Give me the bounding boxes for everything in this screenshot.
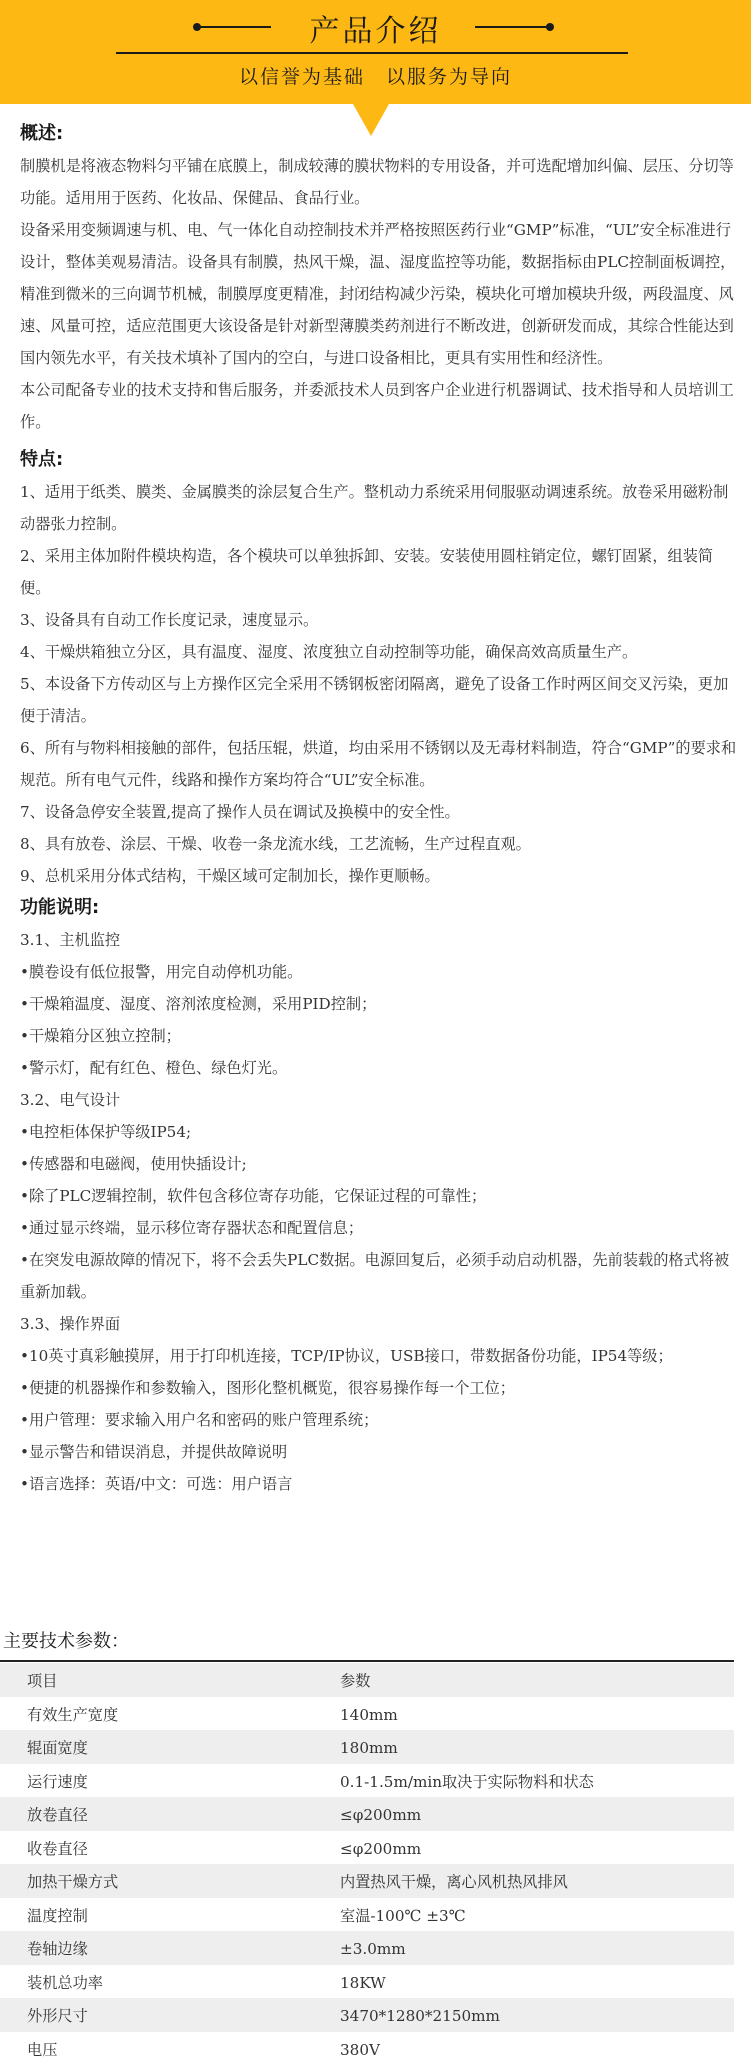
overview-heading: 概述: bbox=[20, 123, 64, 144]
feature-item: 5、本设备下方传动区与上方操作区完全采用不锈钢板密闭隔离，避免了设备工作时两区间交叉污染，更加便于清洁。 bbox=[20, 675, 729, 725]
overview-paragraph: 制膜机是将液态物料匀平铺在底膜上，制成较薄的膜状物料的专用设备，并可选配增加纠偏、层压、分切等功能。适用用于医药、化妆品、保健品、食品行业。 bbox=[20, 157, 734, 207]
feature-item: 3、设备具有自动工作长度记录，速度显示。 bbox=[20, 611, 319, 629]
overview-paragraph: 本公司配备专业的技术支持和售后服务，并委派技术人员到客户企业进行机器调试、技术指导和人员培训工作。 bbox=[20, 381, 734, 431]
function-item: •电控柜体保护等级IP54; bbox=[20, 1123, 192, 1141]
feature-item: 6、所有与物料相接触的部件，包括压辊，烘道，均由采用不锈钢以及无毒材料制造，符合“GMP”的要求和规范。所有电气元件，线路和操作方案均符合“UL”安全标准。 bbox=[20, 739, 737, 789]
function-item: •用户管理：要求输入用户名和密码的账户管理系统； bbox=[20, 1411, 379, 1429]
function-item: •传感器和电磁阀，使用快插设计; bbox=[20, 1155, 247, 1173]
table-row bbox=[0, 1998, 734, 2032]
spec-label: 装机总功率 bbox=[27, 1973, 103, 1992]
right-dot-icon bbox=[546, 23, 554, 31]
spec-value: 0.1-1.5m/min取决于实际物料和状态 bbox=[340, 1772, 594, 1791]
spec-label: 有效生产宽度 bbox=[27, 1705, 119, 1724]
table-row bbox=[0, 1730, 734, 1764]
function-item: •干燥箱分区独立控制； bbox=[20, 1027, 181, 1045]
spec-value: 140mm bbox=[340, 1705, 398, 1724]
header-banner bbox=[0, 0, 751, 104]
spec-value: 内置热风干燥，离心风机热风排风 bbox=[340, 1873, 568, 1891]
spec-value: ≤φ200mm bbox=[340, 1806, 422, 1824]
spec-label: 收卷直径 bbox=[27, 1839, 88, 1858]
table-row bbox=[0, 1965, 734, 1999]
feature-item: 1、适用于纸类、膜类、金属膜类的涂层复合生产。整机动力系统采用伺服驱动调速系统。放卷采用磁粉制动器张力控制。 bbox=[20, 483, 729, 533]
overview-paragraph: 设备采用变频调速与机、电、气一体化自动控制技术并严格按照医药行业“GMP”标准，“UL”安全标准进行设计，整体美观易清洁。设备具有制膜，热风干燥，温、湿度监控等功能，数据指标由PLC控制面板调控，精准到微米的三向调节机械，制膜厚度更精准，封闭结构减少污染，模块化可增加模块升级，两段温度、风速、风量可控，适应范围更大该设备是针对新型薄膜类药剂进行不断改进，创新研发而成，其综合性能达到国内领先水平，有关技术填补了国内的空白，与进口设备相比，更具有实用性和经济性。 bbox=[20, 221, 736, 367]
specs-divider bbox=[0, 1660, 734, 1662]
specs-header-row bbox=[0, 1663, 734, 1697]
table-row bbox=[0, 1831, 734, 1865]
function-subheading: 3.1、主机监控 bbox=[20, 931, 121, 949]
feature-item: 2、采用主体加附件模块构造，各个模块可以单独拆卸、安装。安装使用圆柱销定位，螺钉固紧，组装简便。 bbox=[20, 547, 714, 597]
function-item: •语言选择：英语/中文：可选：用户语言 bbox=[20, 1475, 293, 1493]
spec-label: 温度控制 bbox=[27, 1906, 88, 1925]
specs-table bbox=[0, 1663, 734, 2065]
functions-heading: 功能说明: bbox=[20, 897, 100, 918]
function-item: •膜卷设有低位报警，用完自动停机功能。 bbox=[20, 963, 303, 981]
spec-value: ≤φ200mm bbox=[340, 1839, 422, 1858]
spec-value: 180mm bbox=[340, 1739, 398, 1757]
banner-title: 产品介绍 bbox=[309, 14, 442, 49]
table-row bbox=[0, 1797, 734, 1831]
function-item: •10英寸真彩触摸屏，用于打印机连接，TCP/IP协议，USB接口，带数据备份功能，IP54等级； bbox=[20, 1347, 673, 1365]
function-item: •显示警告和错误消息，并提供故障说明 bbox=[20, 1443, 288, 1461]
spec-value: 380V bbox=[340, 2040, 380, 2059]
spec-label: 放卷直径 bbox=[27, 1806, 88, 1824]
right-title-line bbox=[475, 26, 550, 28]
spec-label: 外形尺寸 bbox=[27, 2007, 88, 2025]
banner-title-row bbox=[0, 4, 751, 49]
spec-value: 3470*1280*2150mm bbox=[340, 2007, 500, 2025]
banner-slogan: 以信誉为基础 以服务为导向 bbox=[238, 66, 512, 88]
function-item: •除了PLC逻辑控制，软件包含移位寄存功能，它保证过程的可靠性； bbox=[20, 1187, 487, 1205]
feature-item: 7、设备急停安全装置,提高了操作人员在调试及换模中的安全性。 bbox=[20, 803, 460, 821]
function-item: •在突发电源故障的情况下，将不会丢失PLC数据。电源回复后，必须手动启动机器，先前装载的格式将被重新加载。 bbox=[20, 1251, 730, 1301]
features-section bbox=[20, 444, 742, 892]
specs-heading: 主要技术参数： bbox=[3, 1631, 129, 1652]
feature-item: 8、具有放卷、涂层、干燥、收卷一条龙流水线，工艺流畅，生产过程直观。 bbox=[20, 835, 531, 853]
table-row bbox=[0, 1931, 734, 1965]
table-row bbox=[0, 2032, 734, 2066]
function-subheading: 3.2、电气设计 bbox=[20, 1091, 121, 1109]
function-item: •便捷的机器操作和参数输入，图形化整机概览，很容易操作每一个工位； bbox=[20, 1379, 515, 1397]
spec-label: 项目 bbox=[27, 1672, 58, 1690]
spec-label: 电压 bbox=[27, 2040, 58, 2059]
spec-value: 参数 bbox=[340, 1672, 371, 1690]
function-item: •干燥箱温度、湿度、溶剂浓度检测，采用PID控制； bbox=[20, 995, 377, 1013]
table-row bbox=[0, 1697, 734, 1731]
table-row bbox=[0, 1864, 734, 1898]
banner-divider bbox=[116, 52, 628, 54]
features-heading: 特点: bbox=[20, 449, 64, 470]
functions-section bbox=[20, 892, 742, 1500]
overview-section bbox=[20, 118, 742, 438]
table-row bbox=[0, 1764, 734, 1798]
spec-label: 辊面宽度 bbox=[27, 1739, 88, 1757]
spec-value: 室温-100℃ ±3℃ bbox=[340, 1906, 466, 1925]
function-item: •通过显示终端，显示移位寄存器状态和配置信息； bbox=[20, 1219, 364, 1237]
function-subheading: 3.3、操作界面 bbox=[20, 1315, 121, 1333]
spec-label: 加热干燥方式 bbox=[27, 1873, 119, 1891]
table-row bbox=[0, 1898, 734, 1932]
function-item: •警示灯，配有红色、橙色、绿色灯光。 bbox=[20, 1059, 288, 1077]
feature-item: 9、总机采用分体式结构，干燥区域可定制加长，操作更顺畅。 bbox=[20, 867, 440, 885]
spec-value: ±3.0mm bbox=[340, 1940, 406, 1958]
spec-label: 卷轴边缘 bbox=[27, 1940, 88, 1958]
spec-value: 18KW bbox=[340, 1973, 386, 1992]
main-content bbox=[20, 118, 742, 1500]
spec-label: 运行速度 bbox=[27, 1772, 88, 1791]
feature-item: 4、干燥烘箱独立分区，具有温度、湿度、浓度独立自动控制等功能，确保高效高质量生产。 bbox=[20, 643, 638, 661]
